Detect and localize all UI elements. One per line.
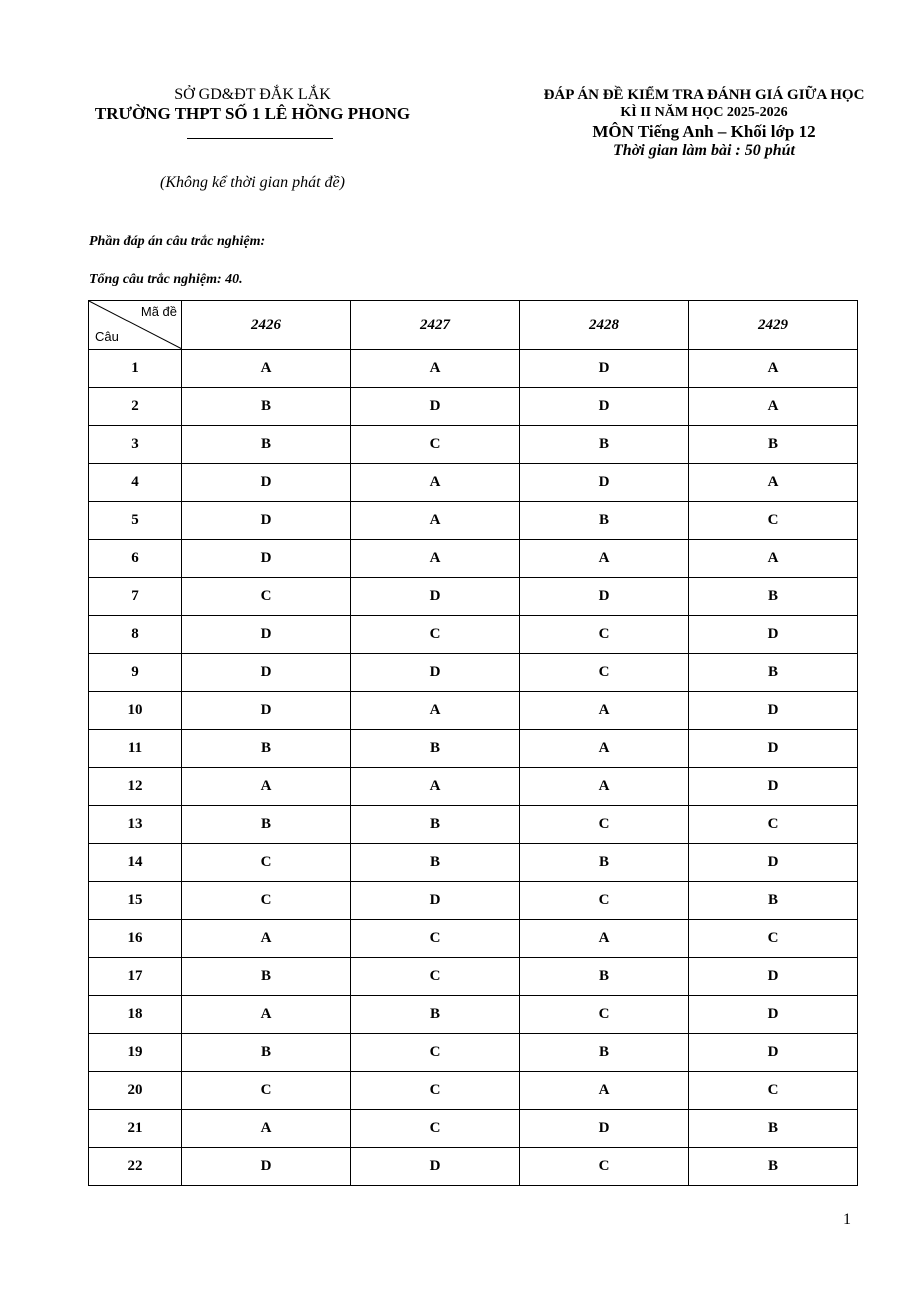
answer-cell: A — [351, 502, 520, 540]
table-row — [89, 1110, 858, 1148]
answer-cell: D — [689, 730, 858, 768]
answer-cell: C — [520, 616, 689, 654]
time-note-text: (Không kể thời gian phát đề) — [160, 174, 345, 191]
exam-code-header: 2429 — [689, 301, 858, 350]
table-row — [89, 730, 858, 768]
question-number: 21 — [89, 1110, 182, 1148]
question-number: 5 — [89, 502, 182, 540]
answer-cell: B — [182, 958, 351, 996]
answer-cell: D — [689, 692, 858, 730]
answer-cell: C — [689, 502, 858, 540]
exam-code-header: 2426 — [182, 301, 351, 350]
question-number: 18 — [89, 996, 182, 1034]
table-row — [89, 350, 858, 388]
answer-cell: A — [351, 540, 520, 578]
table-row — [89, 996, 858, 1034]
answer-cell: B — [520, 844, 689, 882]
table-row — [89, 806, 858, 844]
left-header — [55, 86, 450, 124]
table-row — [89, 426, 858, 464]
answer-cell: B — [689, 654, 858, 692]
answer-cell: C — [351, 616, 520, 654]
answer-cell: A — [351, 464, 520, 502]
answer-cell: B — [689, 578, 858, 616]
answer-cell: C — [351, 958, 520, 996]
question-number: 11 — [89, 730, 182, 768]
table-row — [89, 464, 858, 502]
answer-cell: D — [689, 996, 858, 1034]
question-number: 1 — [89, 350, 182, 388]
question-number: 17 — [89, 958, 182, 996]
question-number: 12 — [89, 768, 182, 806]
answer-cell: B — [182, 1034, 351, 1072]
answer-cell: C — [520, 806, 689, 844]
answer-cell: D — [182, 616, 351, 654]
answer-key-table — [88, 300, 858, 1186]
question-number: 9 — [89, 654, 182, 692]
answer-cell: A — [520, 768, 689, 806]
answer-cell: A — [182, 350, 351, 388]
table-row — [89, 844, 858, 882]
answer-cell: A — [689, 464, 858, 502]
answer-cell: D — [520, 464, 689, 502]
question-number: 7 — [89, 578, 182, 616]
question-number: 16 — [89, 920, 182, 958]
answer-cell: D — [689, 768, 858, 806]
answer-cell: A — [520, 730, 689, 768]
answer-cell: D — [351, 388, 520, 426]
table-row — [89, 768, 858, 806]
answer-cell: D — [182, 502, 351, 540]
answer-cell: D — [351, 578, 520, 616]
answer-cell: C — [689, 920, 858, 958]
answer-cell: B — [689, 1110, 858, 1148]
answer-cell: C — [182, 1072, 351, 1110]
answer-cell: D — [351, 654, 520, 692]
answer-cell: B — [351, 996, 520, 1034]
answer-cell: C — [689, 1072, 858, 1110]
answer-cell: D — [689, 844, 858, 882]
subject-label: MÔN Tiếng Anh – Khối lớp 12 — [592, 122, 816, 141]
document-title: ĐÁP ÁN ĐỀ KIỂM TRA ĐÁNH GIÁ GIỮA HỌC — [543, 87, 865, 103]
answer-cell: C — [351, 1072, 520, 1110]
question-number: 4 — [89, 464, 182, 502]
answer-cell: B — [520, 1034, 689, 1072]
table-row — [89, 388, 858, 426]
question-number: 8 — [89, 616, 182, 654]
duration-label: Thời gian làm bài : 50 phút — [613, 142, 795, 159]
exam-code-label: Mã đề — [140, 304, 177, 319]
answer-cell: C — [351, 426, 520, 464]
answer-cell: B — [182, 426, 351, 464]
corner-cell — [89, 301, 182, 350]
answer-cell: D — [182, 540, 351, 578]
table-row — [89, 1072, 858, 1110]
answer-cell: B — [351, 806, 520, 844]
answer-cell: D — [182, 692, 351, 730]
answer-cell: A — [182, 1110, 351, 1148]
answer-cell: D — [520, 578, 689, 616]
answer-cell: C — [520, 1148, 689, 1186]
table-row — [89, 882, 858, 920]
answer-cell: B — [182, 388, 351, 426]
answer-cell: A — [182, 920, 351, 958]
answer-cell: A — [689, 350, 858, 388]
table-row — [89, 540, 858, 578]
answer-cell: B — [689, 426, 858, 464]
answer-cell: A — [351, 692, 520, 730]
answer-cell: B — [182, 730, 351, 768]
answer-cell: D — [520, 388, 689, 426]
answer-cell: A — [520, 692, 689, 730]
question-number: 19 — [89, 1034, 182, 1072]
table-row — [89, 502, 858, 540]
table-row — [89, 958, 858, 996]
answer-cell: C — [520, 882, 689, 920]
table-row — [89, 920, 858, 958]
table-row — [89, 1148, 858, 1186]
answer-cell: C — [182, 844, 351, 882]
answer-cell: C — [351, 1110, 520, 1148]
answer-cell: B — [520, 958, 689, 996]
answer-cell: A — [689, 388, 858, 426]
table-row — [89, 654, 858, 692]
department-name: SỞ GD&ĐT ĐẮK LẮK — [174, 86, 331, 103]
right-header — [498, 86, 910, 160]
page-number: 1 — [843, 1211, 851, 1228]
answer-cell: D — [520, 1110, 689, 1148]
answer-cell: A — [520, 1072, 689, 1110]
question-total: Tổng câu trắc nghiệm: 40. — [89, 272, 243, 287]
table-row — [89, 578, 858, 616]
answer-cell: B — [520, 502, 689, 540]
answer-cell: A — [520, 920, 689, 958]
answer-cell: A — [182, 996, 351, 1034]
answer-cell: D — [689, 1034, 858, 1072]
question-number: 13 — [89, 806, 182, 844]
question-number: 10 — [89, 692, 182, 730]
answer-cell: C — [351, 1034, 520, 1072]
question-number: 22 — [89, 1148, 182, 1186]
table-row — [89, 1034, 858, 1072]
answer-cell: D — [689, 616, 858, 654]
exam-code-header: 2428 — [520, 301, 689, 350]
answer-cell: C — [182, 882, 351, 920]
answer-cell: B — [182, 806, 351, 844]
answer-cell: D — [351, 882, 520, 920]
answer-cell: A — [182, 768, 351, 806]
question-number: 6 — [89, 540, 182, 578]
answer-cell: B — [351, 730, 520, 768]
section-heading: Phần đáp án câu trắc nghiệm: — [89, 234, 266, 249]
answer-cell: C — [182, 578, 351, 616]
answer-cell: D — [351, 1148, 520, 1186]
answer-cell: C — [520, 654, 689, 692]
exam-code-header: 2427 — [351, 301, 520, 350]
answer-rows — [89, 350, 858, 1186]
question-number: 15 — [89, 882, 182, 920]
answer-cell: D — [520, 350, 689, 388]
time-note — [55, 174, 450, 192]
school-name: TRƯỜNG THPT SỐ 1 LÊ HỒNG PHONG — [94, 104, 411, 123]
question-number: 2 — [89, 388, 182, 426]
answer-cell: D — [182, 654, 351, 692]
answer-cell: C — [351, 920, 520, 958]
question-number: 20 — [89, 1072, 182, 1110]
table-row — [89, 692, 858, 730]
answer-cell: A — [689, 540, 858, 578]
answer-cell: C — [520, 996, 689, 1034]
answer-cell: D — [182, 1148, 351, 1186]
answer-cell: D — [182, 464, 351, 502]
answer-cell: D — [689, 958, 858, 996]
answer-cell: A — [520, 540, 689, 578]
table-row — [89, 616, 858, 654]
table-header-row — [89, 301, 858, 350]
question-label: Câu — [95, 329, 119, 344]
answer-cell: B — [689, 1148, 858, 1186]
answer-cell: C — [689, 806, 858, 844]
answer-cell: A — [351, 350, 520, 388]
question-number: 14 — [89, 844, 182, 882]
header-divider — [187, 138, 333, 139]
answer-cell: A — [351, 768, 520, 806]
answer-cell: B — [351, 844, 520, 882]
answer-cell: B — [689, 882, 858, 920]
answer-cell: B — [520, 426, 689, 464]
term-label: KÌ II NĂM HỌC 2025-2026 — [620, 105, 788, 120]
question-number: 3 — [89, 426, 182, 464]
